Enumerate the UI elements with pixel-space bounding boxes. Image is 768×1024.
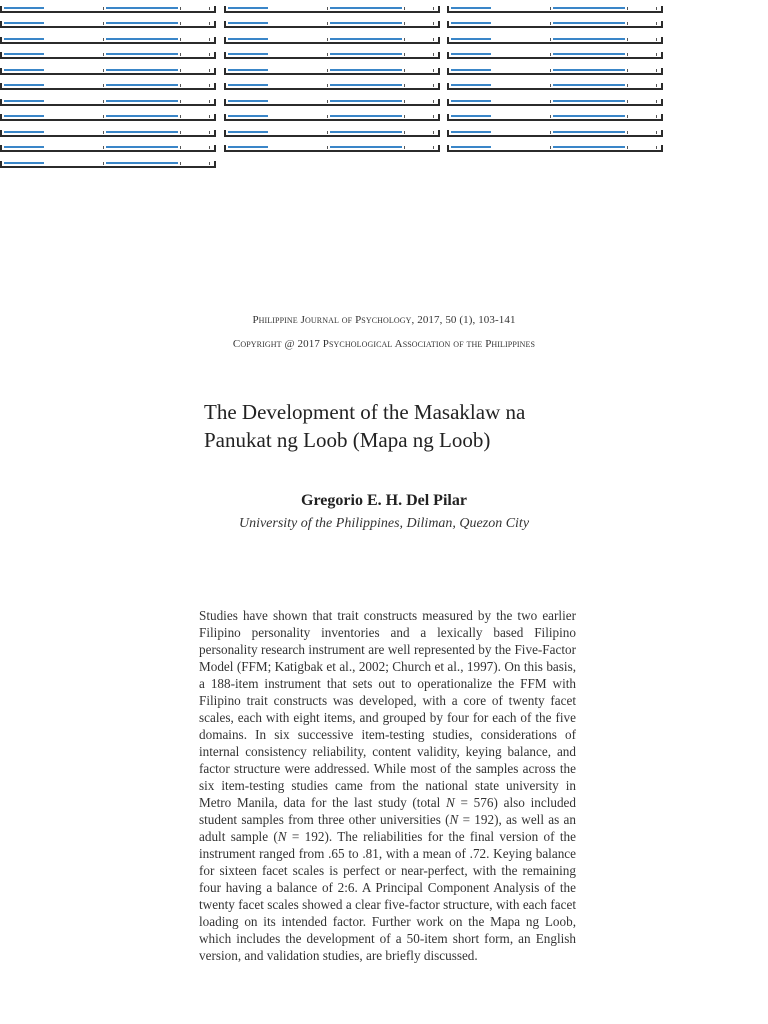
decor-bar-row bbox=[0, 130, 216, 137]
top-decorative-pattern bbox=[0, 0, 768, 180]
decor-bar-row bbox=[224, 52, 440, 59]
decor-bar-row bbox=[0, 21, 216, 28]
decor-blue-line bbox=[228, 131, 268, 133]
decor-blue-line bbox=[228, 38, 268, 40]
decor-tick bbox=[656, 53, 657, 56]
decor-bar-row bbox=[0, 99, 216, 106]
decor-blue-line bbox=[553, 115, 625, 117]
decor-blue-line bbox=[451, 84, 491, 86]
article-title bbox=[204, 398, 584, 454]
decor-blue-line bbox=[4, 84, 44, 86]
decor-tick bbox=[656, 115, 657, 118]
decor-tick bbox=[209, 53, 210, 56]
decor-tick bbox=[656, 146, 657, 149]
decor-tick bbox=[209, 84, 210, 87]
decor-blue-line bbox=[106, 115, 178, 117]
decor-tick bbox=[209, 131, 210, 134]
decor-tick bbox=[627, 53, 628, 56]
decor-bar-row bbox=[0, 161, 216, 168]
decor-tick bbox=[404, 38, 405, 41]
decor-blue-line bbox=[451, 146, 491, 148]
decor-tick bbox=[404, 22, 405, 25]
decor-tick bbox=[103, 131, 104, 134]
decor-blue-line bbox=[228, 84, 268, 86]
decor-blue-line bbox=[4, 162, 44, 164]
decor-tick bbox=[180, 22, 181, 25]
decor-blue-line bbox=[451, 7, 491, 9]
decor-tick bbox=[627, 22, 628, 25]
decor-tick bbox=[103, 162, 104, 165]
decor-tick bbox=[627, 146, 628, 149]
decor-tick bbox=[404, 115, 405, 118]
decor-tick bbox=[433, 115, 434, 118]
decor-tick bbox=[550, 7, 551, 10]
decor-tick bbox=[103, 22, 104, 25]
abstract-part-4: = 192). The reliabilities for the final version of the instrument ranged from .65 to .81, with a mean of .72. Keying balance for sixteen facet scales is perfect or near-perfect, with the remaining four having a balance of 2:6. A Principal Component Analysis of the twenty facet scales showed a clear five-factor structure, with each facet loading on its intended factor. Further work on the Mapa ng Loob, which includes the development of a 50-item short form, an English version, and validation studies, are briefly discussed. bbox=[199, 829, 576, 963]
decor-tick bbox=[550, 100, 551, 103]
decor-blue-line bbox=[330, 100, 402, 102]
decor-tick bbox=[433, 22, 434, 25]
decor-tick bbox=[327, 69, 328, 72]
decor-tick bbox=[209, 22, 210, 25]
decor-blue-line bbox=[4, 131, 44, 133]
decor-bar-row bbox=[0, 52, 216, 59]
decor-bar-row bbox=[224, 21, 440, 28]
decor-tick bbox=[433, 7, 434, 10]
decor-tick bbox=[656, 100, 657, 103]
decor-blue-line bbox=[4, 7, 44, 9]
decor-tick bbox=[103, 115, 104, 118]
decor-tick bbox=[433, 100, 434, 103]
decor-bar-row bbox=[447, 6, 663, 13]
decor-blue-line bbox=[4, 38, 44, 40]
decor-tick bbox=[550, 131, 551, 134]
decor-tick bbox=[209, 146, 210, 149]
abstract-n-symbol: N bbox=[277, 829, 287, 844]
decor-tick bbox=[550, 53, 551, 56]
decor-blue-line bbox=[228, 146, 268, 148]
decor-bar-row bbox=[447, 21, 663, 28]
decor-blue-line bbox=[106, 100, 178, 102]
decor-blue-line bbox=[106, 7, 178, 9]
decor-blue-line bbox=[106, 22, 178, 24]
decor-bar-row bbox=[447, 145, 663, 152]
decor-tick bbox=[627, 38, 628, 41]
decor-tick bbox=[656, 131, 657, 134]
decor-blue-line bbox=[553, 100, 625, 102]
decor-tick bbox=[550, 115, 551, 118]
decor-tick bbox=[327, 22, 328, 25]
decor-blue-line bbox=[451, 115, 491, 117]
decor-bar-row bbox=[0, 83, 216, 90]
decor-blue-line bbox=[4, 69, 44, 71]
decor-blue-line bbox=[228, 22, 268, 24]
decor-blue-line bbox=[330, 131, 402, 133]
decor-tick bbox=[404, 84, 405, 87]
decor-blue-line bbox=[553, 53, 625, 55]
decor-bar-row bbox=[224, 145, 440, 152]
decor-tick bbox=[327, 146, 328, 149]
decor-blue-line bbox=[4, 53, 44, 55]
decor-tick bbox=[209, 38, 210, 41]
abstract-text bbox=[199, 607, 576, 964]
decor-blue-line bbox=[330, 115, 402, 117]
decor-blue-line bbox=[451, 100, 491, 102]
decor-tick bbox=[103, 7, 104, 10]
decor-blue-line bbox=[451, 69, 491, 71]
decor-bar-row bbox=[447, 99, 663, 106]
article-title-line-2: Panukat ng Loob (Mapa ng Loob) bbox=[204, 428, 491, 452]
decor-blue-line bbox=[106, 131, 178, 133]
article-title-line-1: The Development of the Masaklaw na bbox=[204, 400, 526, 424]
decor-tick bbox=[656, 69, 657, 72]
decor-blue-line bbox=[553, 69, 625, 71]
abstract-part-2: = 576) also included student samples from three other universities ( bbox=[199, 795, 576, 827]
decor-tick bbox=[180, 84, 181, 87]
decor-blue-line bbox=[330, 84, 402, 86]
decor-bar-row bbox=[0, 114, 216, 121]
decor-tick bbox=[656, 7, 657, 10]
decor-bar-row bbox=[447, 37, 663, 44]
author-affiliation: University of the Philippines, Diliman, Quezon City bbox=[238, 516, 530, 531]
decor-tick bbox=[327, 131, 328, 134]
decor-tick bbox=[433, 84, 434, 87]
decor-bar-row bbox=[0, 68, 216, 75]
decor-bar-row bbox=[0, 6, 216, 13]
decor-tick bbox=[550, 38, 551, 41]
decor-tick bbox=[433, 146, 434, 149]
decor-tick bbox=[180, 146, 181, 149]
decor-blue-line bbox=[451, 38, 491, 40]
decor-tick bbox=[209, 69, 210, 72]
decor-blue-line bbox=[106, 162, 178, 164]
decor-bar-row bbox=[224, 6, 440, 13]
decor-tick bbox=[103, 53, 104, 56]
decor-bar-row bbox=[0, 145, 216, 152]
decor-bar-row bbox=[224, 130, 440, 137]
decor-tick bbox=[627, 84, 628, 87]
decor-tick bbox=[209, 115, 210, 118]
copyright-notice: Copyright @ 2017 Psychological Association of the Philippines bbox=[232, 338, 536, 350]
decor-blue-line bbox=[228, 115, 268, 117]
decor-blue-line bbox=[106, 53, 178, 55]
abstract-n-symbol: N bbox=[445, 795, 455, 810]
decor-blue-line bbox=[451, 22, 491, 24]
abstract-part-3: = 192), as well as an adult sample ( bbox=[199, 812, 576, 844]
decor-tick bbox=[627, 131, 628, 134]
decor-tick bbox=[180, 53, 181, 56]
decor-tick bbox=[404, 100, 405, 103]
decor-tick bbox=[103, 38, 104, 41]
decor-tick bbox=[433, 53, 434, 56]
decor-tick bbox=[404, 53, 405, 56]
decor-tick bbox=[433, 69, 434, 72]
decor-blue-line bbox=[330, 53, 402, 55]
decor-tick bbox=[627, 115, 628, 118]
journal-citation: Philippine Journal of Psychology, 2017, 50 (1), 103-141 bbox=[252, 314, 516, 326]
decor-tick bbox=[327, 7, 328, 10]
decor-tick bbox=[180, 115, 181, 118]
decor-blue-line bbox=[228, 69, 268, 71]
decor-tick bbox=[180, 7, 181, 10]
author-name: Gregorio E. H. Del Pilar bbox=[301, 492, 467, 509]
decor-blue-line bbox=[451, 53, 491, 55]
decor-blue-line bbox=[330, 69, 402, 71]
decor-blue-line bbox=[228, 7, 268, 9]
decor-blue-line bbox=[451, 131, 491, 133]
decor-tick bbox=[327, 84, 328, 87]
decor-tick bbox=[550, 69, 551, 72]
decor-bar-row bbox=[224, 68, 440, 75]
decor-tick bbox=[209, 100, 210, 103]
decor-tick bbox=[550, 146, 551, 149]
decor-tick bbox=[103, 146, 104, 149]
decor-blue-line bbox=[4, 22, 44, 24]
decor-blue-line bbox=[106, 146, 178, 148]
decor-blue-line bbox=[106, 84, 178, 86]
decor-tick bbox=[180, 69, 181, 72]
decor-tick bbox=[327, 115, 328, 118]
decor-tick bbox=[550, 22, 551, 25]
decor-tick bbox=[656, 22, 657, 25]
decor-blue-line bbox=[330, 146, 402, 148]
decor-bar-row bbox=[447, 52, 663, 59]
decor-blue-line bbox=[553, 38, 625, 40]
decor-tick bbox=[433, 38, 434, 41]
decor-tick bbox=[656, 38, 657, 41]
decor-tick bbox=[103, 84, 104, 87]
decor-tick bbox=[404, 131, 405, 134]
decor-bar-row bbox=[224, 114, 440, 121]
decor-bar-row bbox=[447, 114, 663, 121]
decor-bar-row bbox=[0, 37, 216, 44]
decor-tick bbox=[627, 69, 628, 72]
decor-tick bbox=[327, 100, 328, 103]
decor-blue-line bbox=[330, 22, 402, 24]
decor-tick bbox=[627, 100, 628, 103]
decor-blue-line bbox=[4, 115, 44, 117]
abstract-part-1: Studies have shown that trait constructs measured by the two earlier Filipino personality inventories and a lexically based Filipino personality research instrument are well represented by the Five-Factor Model (FFM; Katigbak et al., 2002; Church et al., 1997). On this basis, a 188-item instrument that sets out to operationalize the FFM with Filipino trait constructs was developed, with a core of twenty facet scales, each with eight items, and grouped by four for each of the five domains. In six successive item-testing studies, considerations of internal consistency reliability, content validity, keying balance, and factor structure were addressed. While most of the samples across the six item-testing studies came from the national state university in Metro Manila, data for the last study (total bbox=[199, 608, 576, 810]
decor-tick bbox=[180, 100, 181, 103]
decor-tick bbox=[404, 69, 405, 72]
decor-bar-row bbox=[224, 37, 440, 44]
decor-blue-line bbox=[553, 22, 625, 24]
decor-blue-line bbox=[4, 146, 44, 148]
decor-tick bbox=[209, 162, 210, 165]
decor-blue-line bbox=[228, 53, 268, 55]
decor-blue-line bbox=[4, 100, 44, 102]
decor-blue-line bbox=[330, 38, 402, 40]
decor-blue-line bbox=[553, 131, 625, 133]
decor-bar-row bbox=[447, 68, 663, 75]
decor-tick bbox=[180, 131, 181, 134]
decor-tick bbox=[103, 100, 104, 103]
decor-bar-row bbox=[224, 83, 440, 90]
decor-tick bbox=[404, 7, 405, 10]
abstract-n-symbol: N bbox=[449, 812, 459, 827]
decor-tick bbox=[327, 38, 328, 41]
decor-tick bbox=[180, 162, 181, 165]
decor-blue-line bbox=[553, 7, 625, 9]
decor-bar-row bbox=[447, 83, 663, 90]
decor-blue-line bbox=[553, 146, 625, 148]
decor-blue-line bbox=[106, 38, 178, 40]
decor-blue-line bbox=[228, 100, 268, 102]
decor-tick bbox=[103, 69, 104, 72]
decor-tick bbox=[404, 146, 405, 149]
decor-tick bbox=[550, 84, 551, 87]
decor-blue-line bbox=[553, 84, 625, 86]
decor-tick bbox=[180, 38, 181, 41]
decor-blue-line bbox=[330, 7, 402, 9]
decor-blue-line bbox=[106, 69, 178, 71]
decor-tick bbox=[433, 131, 434, 134]
decor-tick bbox=[656, 84, 657, 87]
decor-tick bbox=[627, 7, 628, 10]
decor-tick bbox=[327, 53, 328, 56]
decor-bar-row bbox=[447, 130, 663, 137]
decor-tick bbox=[209, 7, 210, 10]
decor-bar-row bbox=[224, 99, 440, 106]
